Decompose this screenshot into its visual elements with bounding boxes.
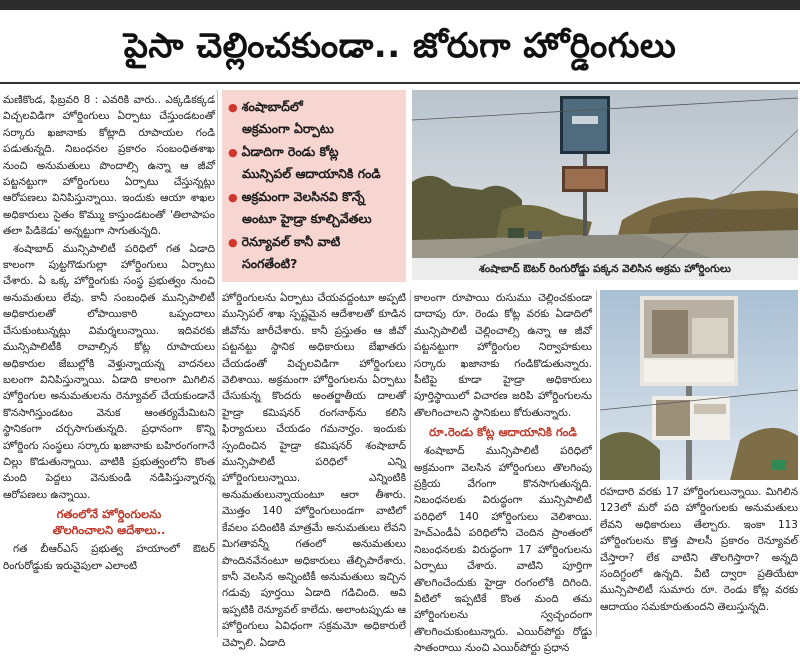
highlight-text: అక్రమంగా వెలసినవి కొన్నే [241,189,365,204]
highlight-item [228,231,400,274]
sub-heading: రూ.రెండు కోట్ల ఆదాయానికి గండి [429,425,577,440]
article-paragraph: శంషాబాద్ మున్సిపాలిటీ పరిధిలో గత ఏడాది కాలంగా పుట్టగొడుగుల్లా హోర్డింగులు ఏర్పాటు చేశారు. ఏ ఒక్క హోర్డింగుకు సంస్థ ప్రభుత్వం నుంచి అనుమతులు లేవు. కానీ సంబంధిత మున్సిపాలిటీ అధికారులతో లోపాయికారి ఒప్పందాలు చేసుకుంటున్నట్లు విమర్శలున్నాయి. ఇదివరకు మున్సిపాలిటీకి రావాల్సిన కోట్ల రూపాయలు అధికారుల జేబుల్లోకి వెళ్తున్నాయన్న వాదనలు బలంగా వినిపిస్తున్నాయి. ఏడాది కాలంగా మిగిలిన హోర్డింగుల అనుమతులను రెన్యూవల్ చేయకుండానే కొనసాగిస్తుండటం వెనుక ఆంతర్యమేమిటని స్థానికంగా చర్చసాగుతున్నది. ప్రధానంగా కొన్ని హోర్డింగు సంస్థలు సర్కారు ఖజానాకు బహిరంగంగానే చిల్లు కొడుతున్నాయి. వాటికి ప్రభుత్వంలోని కొంత మంది పెద్దలు వెనుకుండి నడిపిస్తున్నారన్న ఆరోపణలు ఉన్నాయి. [3,242,215,501]
top-rule [0,0,800,10]
article-paragraph: మణికొండ, ఫిబ్రవరి 8 : ఎవరికి వారు.. ఎక్కడికక్కడ విచ్చలవిడిగా హోర్డింగులు ఏర్పాటు చేస్తుండటంతో సర్కారు ఖజానాకు కోట్లాది రూపాయల గండి పడుతున్నది. నిబంధనల ప్రకారం సంబంధితశాఖ నుంచి అనుమతులు పొందాల్సి ఉన్నా ఆ జీవో పట్టనట్టుగా హోర్డింగులు ఏర్పాటు చేస్తున్నట్లు ఆరోపణలు వినిపిస్తున్నాయి. ఇందుకు ఆయా శాఖల అధికారులు సైతం కొమ్ము కాస్తుండటంతో 'తిలాపాపం తలా పిడికెడు' అన్నట్టుగా సాగుతున్నది. [3,94,215,238]
highlight-text: మున్సిపల్ ఆదాయానికి గండి [242,166,381,181]
highlight-item [228,96,400,139]
article-column-4 [600,484,798,637]
column-divider [217,90,218,637]
hoardings-photo-tall [600,290,798,480]
sub-heading-line: తొలగించాలని ఆదేశాలు.. [52,523,166,538]
headline: పైసా చెల్లించకుండా.. జోరుగా హోర్డింగులు [123,26,677,66]
highlight-text: అంటూ హైడ్రా కూల్చివేతలు [242,211,372,226]
photo-caption: శంషాబాద్ ఔటర్ రింగురోడ్డు పక్కన వెలిసిన అక్రమ హోర్డింగులు [412,258,798,280]
sub-heading-line: గతంలోనే హోర్డింగులను [56,507,162,522]
sub-heading [3,506,215,538]
article-column-2 [222,290,406,649]
article-paragraph: గత బీఆర్ఎస్ ప్రభుత్వ హయాంలో ఔటర్ రింగురోడ్డుకు ఇరువైపులా ఎలాంటి [3,543,215,572]
article-paragraph: రహదారి వరకు 17 హోర్డింగులున్నాయి. మిగిలిన 123లో మరో పది హోర్డింగులకు అనుమతులు లేవని అధికారులు తేల్చారు. ఇంకా 113 హోర్డింగులను కొత్త పాలసీ ప్రకారం రెన్యూవల్ చేస్తారా? లేక వాటిని తొలగిస్తారా? అన్నది సందిగ్ధంలో ఉన్నది. వీటి ద్వారా ప్రతియేటా మున్సిపాలిటీ సుమారు రూ. రెండు కోట్ల వరకు ఆదాయం సమకూరుతుందని తెలుస్తున్నది. [600,486,798,613]
column-divider [410,290,411,637]
bullet-dot-icon: ● [228,236,238,249]
bullet-dot-icon: ● [228,101,238,114]
column-divider [596,290,597,637]
highlights-box [222,90,406,282]
highlight-text: శంషాబాద్‌లో [241,99,303,114]
headline-rule [0,82,800,84]
article-paragraph: కాలంగా రూపాయి రుసుము చెల్లించకుండా దాదాపు రూ. రెండు కోట్ల వరకు ఏడాదిలో మున్సిపాలిటీ చెల్లించాల్సి ఉన్నా ఆ జీవో పట్టనట్టుగా హోర్డింగుల నిర్వాహకులు సర్కారు ఖజానాకు గండికొడుతున్నారు. పీటిపై కూడా హైడ్రా అధికారులు పూర్తిస్థాయిలో విచారణ జరిపి హోర్డింగులను తొలగించాలని స్థానికులు కోరుతున్నారు. [414,292,592,419]
article-column-3 [414,290,592,655]
article-paragraph: శంషాబాద్ మున్సిపాలిటీ పరిధిలో అక్రమంగా వెలసిన హోర్డింగులు తొలగింపు ప్రక్రియ వేగంగా కొనసాగుతున్నది. నిబంధనలకు విరుద్ధంగా మున్సిపాలిటీ పరిధిలో 140 హోర్డింగులు వెలిశాయి. హెచ్ఎండీఏ పరిధిలోని చెందిన ప్రాంతంలో నిబంధనలకు విరుద్ధంగా 17 హోర్డింగులను ఏర్పాటు చేశారు. వాటిని పూర్తిగా తొలగించేందుకు హైడ్రా రంగంలోకి దిగింది. వీటిలో ఇప్పటికే కొంత మంది తమ హోర్డింగులను స్వచ్ఛందంగా తొలగించుకుంటున్నారు. ఎయిర్‌పోర్టు రోడ్డు సాతంరాయి నుంచి ఎయిర్‌పోర్టు ప్రధాన [414,445,592,655]
highlight-text: అక్రమంగా ఏర్పాటు [242,121,334,136]
highlight-text: రెన్యూవల్ కానీ వాటి [241,234,341,249]
highlight-item [228,141,400,184]
article-column-1 [3,92,215,637]
highlight-text: సంగతేంటి? [242,256,298,271]
bullet-dot-icon: ● [228,191,238,204]
bullet-dot-icon: ● [228,146,238,159]
highlight-item [228,186,400,229]
hoardings-photo-roadside [412,90,798,258]
article-paragraph: హోర్డింగులను ఏర్పాటు చేయవద్దంటూ అప్పటి మున్సిపల్ శాఖ స్పష్టమైన ఆదేశాలతో కూడిన జీవోను జారీచేశారు. కానీ ప్రస్తుతం ఆ జీవో పట్టనట్టు స్థానిక అధికారులు బేఖాతరు చేయడంతో విచ్చలవిడిగా హోర్డింగులు వెలిశాయి. అక్రమంగా హోర్డింగులను ఏర్పాటు చేసుకున్న కొందరు అంతర్జాతీయ దాలతో హైడ్రా కమిషనర్ రంగనాథ్‌ను కలిసి ఫిర్యాదులు చేయడం గమనార్హం. ఇందుకు స్పందించిన హైడ్రా కమిషనర్ శంషాబాద్ మున్సిపాలిటీ పరిధిలో ఎన్ని హోర్డింగులున్నాయి. ఎన్నింటికి అనుమతులున్నాయంటూ ఆరా తీశారు. మొత్తం 140 హోర్డింగులుండగా వాటిలో కేవలం పదింటికి మాత్రమే అనుమతులు లేవని మిగతావన్నీ గతంలో అనుమతులు పొందినవేనంటూ అధికారులు తేల్చిపారేశారు. కానీ వెలసిన అన్నింటికీ అనుమతులు ఇచ్చిన గడువు పూర్తయి ఏడాది గడిచింది. అవి ఇప్పటికి రెన్యూవల్ కాలేదు. అలాంటప్పుడు ఆ హోర్డింగులు ఏవిధంగా సక్రమమో అధికారులే చెప్పాలి. ఏడాది [222,292,406,649]
highlight-text: ఏడాదిగా రెండు కోట్ల [241,144,339,159]
